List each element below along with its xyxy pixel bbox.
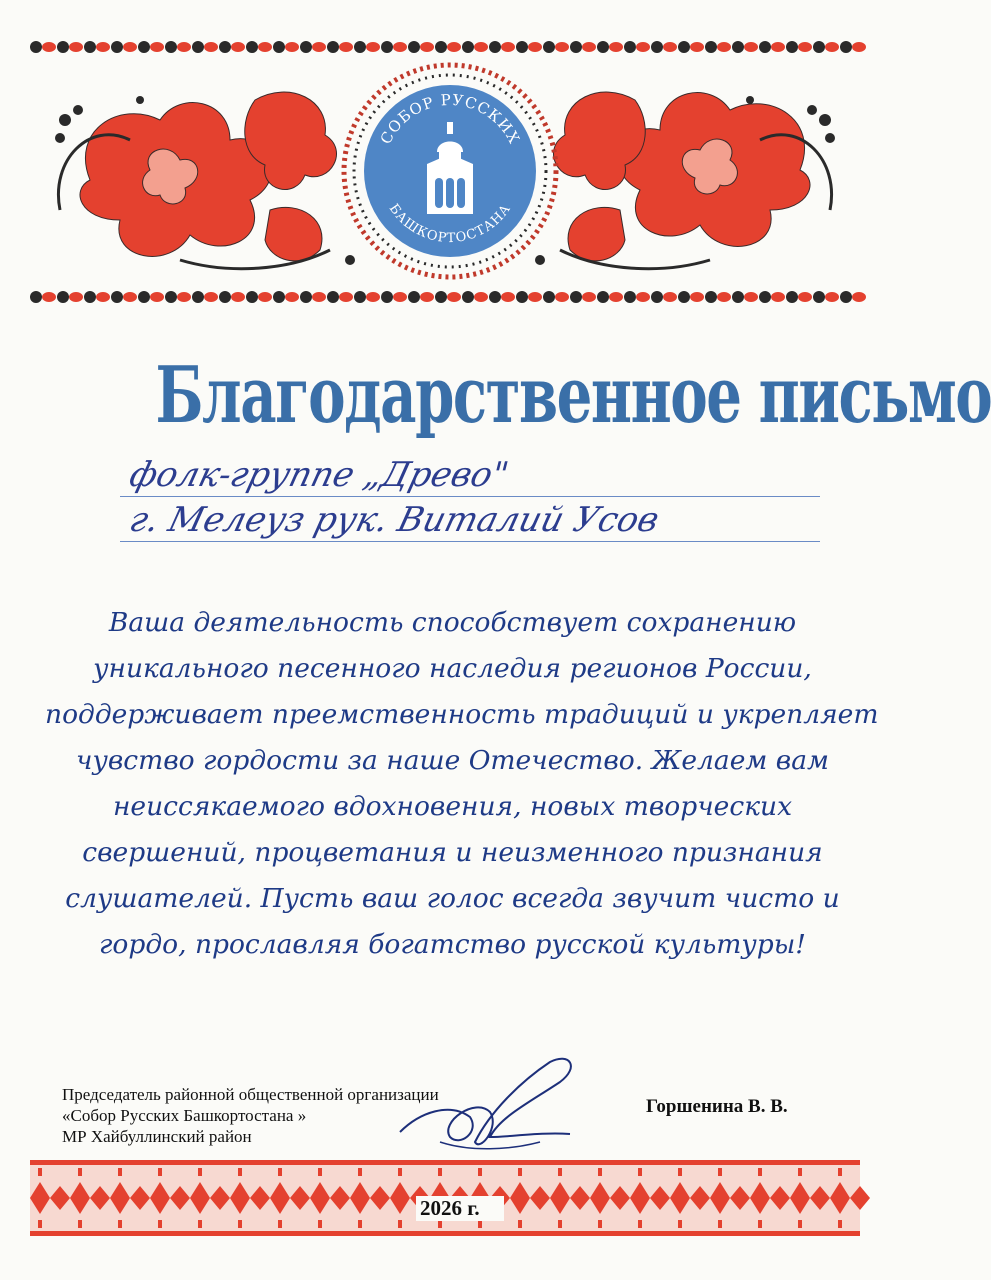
- document-year: 2026 г.: [416, 1196, 504, 1221]
- signer-name: Горшенина В. В.: [646, 1096, 788, 1117]
- recipient-underline-1: [120, 496, 820, 497]
- emblem-text-bottom: БАШКОРТОСТАНА: [385, 201, 515, 247]
- body-line: гордо, прославляя богатство русской культуры!: [99, 929, 806, 960]
- body-line: неиссякаемого вдохновения, новых творческих: [112, 791, 793, 822]
- document-title: Благодарственное письмо: [155, 350, 991, 441]
- signer-line: Председатель районной общественной организации: [62, 1085, 439, 1104]
- body-line: уникального песенного наследия регионов России,: [93, 653, 812, 684]
- body-line: чувство гордости за наше Отечество. Желаем вам: [75, 745, 829, 776]
- body-line: свершений, процветания и неизменного признания: [82, 837, 823, 868]
- body-line: поддерживает преемственность традиций и укрепляет: [45, 699, 879, 730]
- berry-border-top: [30, 36, 860, 58]
- body-line: слушателей. Пусть ваш голос всегда звучит чисто и: [65, 883, 840, 914]
- berry-border-bottom: [30, 286, 860, 308]
- emblem-text-top: СОБОР РУССКИХ: [376, 90, 524, 148]
- recipient-details: г. Мелеуз рук. Виталий Усов: [125, 500, 663, 540]
- body-line: Ваша деятельность способствует сохранению: [108, 607, 797, 638]
- organization-emblem: [339, 60, 561, 282]
- signer-line: МР Хайбуллинский район: [62, 1127, 252, 1146]
- signature: [380, 1042, 590, 1172]
- recipient-underline-2: [120, 541, 820, 542]
- recipient-name: фолк-группе „Древо": [125, 455, 513, 495]
- signer-line: «Собор Русских Башкортостана »: [62, 1106, 307, 1125]
- letter-body: [45, 600, 879, 968]
